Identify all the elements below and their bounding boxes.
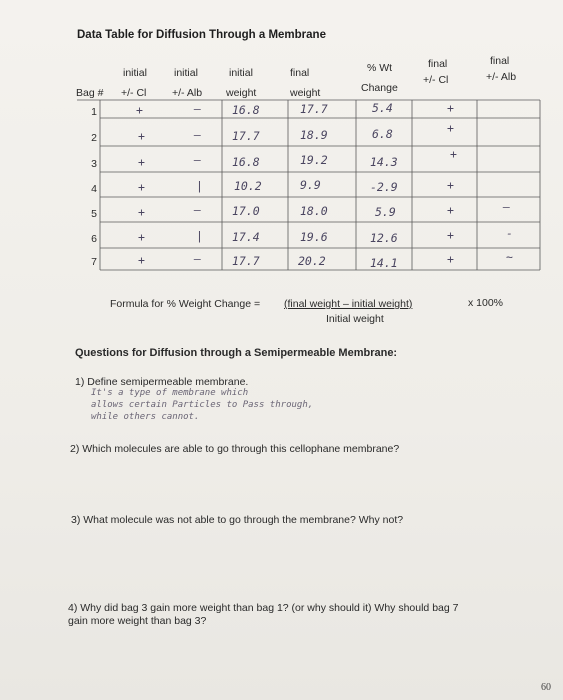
formula-denominator: Initial weight xyxy=(326,313,384,325)
header-bag: Bag # xyxy=(76,87,104,99)
header-final-weight-bottom: weight xyxy=(290,87,321,99)
table-row-6-final-weight: 19.6 xyxy=(300,230,328,244)
table-row-7-initial-alb: — xyxy=(194,252,201,266)
header-final-alb-top: final xyxy=(490,55,510,67)
table-row-7-final-alb: ~ xyxy=(506,250,513,264)
table-row-6-initial-weight: 17.4 xyxy=(232,230,260,244)
table-row-3-pct-change: 14.3 xyxy=(370,155,398,169)
table-row-5-initial-weight: 17.0 xyxy=(232,204,260,218)
question-3: 3) What molecule was not able to go through the membrane? Why not? xyxy=(71,514,404,526)
header-pct-bottom: Change xyxy=(361,82,398,94)
answer-1-line-3: while others cannot. xyxy=(91,412,200,422)
question-4-line-2: gain more weight than bag 3? xyxy=(68,615,207,627)
table-grid xyxy=(0,0,563,300)
table-row-6-pct-change: 12.6 xyxy=(370,231,398,245)
table-row-2-final-weight: 18.9 xyxy=(300,128,328,142)
table-row-5-final-weight: 18.0 xyxy=(300,204,328,218)
header-initial-cl-top: initial xyxy=(123,67,147,79)
table-title: Data Table for Diffusion Through a Membrane xyxy=(77,29,326,41)
table-row-3-initial-alb: — xyxy=(194,153,201,167)
table-row-5-initial-cl: + xyxy=(138,205,145,219)
table-row-3-final-cl: + xyxy=(450,147,457,161)
table-row-4-initial-weight: 10.2 xyxy=(234,179,262,193)
table-row-2-final-cl: + xyxy=(447,121,454,135)
header-initial-weight-bottom: weight xyxy=(226,87,257,99)
formula-multiplier: x 100% xyxy=(468,297,504,309)
table-row-5-pct-change: 5.9 xyxy=(375,205,396,219)
table-row-5-bag: 5 xyxy=(91,208,97,220)
table-row-1-initial-cl: + xyxy=(136,103,143,117)
header-initial-alb-top: initial xyxy=(174,67,198,79)
question-1: 1) Define semipermeable membrane. xyxy=(75,376,249,388)
formula-numerator: (final weight – initial weight) xyxy=(284,298,413,310)
header-final-cl-top: final xyxy=(428,58,448,70)
table-row-7-initial-weight: 17.7 xyxy=(232,254,260,268)
answer-1-line-1: It's a type of membrane which xyxy=(91,388,249,398)
questions-heading: Questions for Diffusion through a Semipermeable Membrane: xyxy=(75,347,398,359)
table-row-3-bag: 3 xyxy=(91,158,97,170)
table-row-1-final-cl: + xyxy=(447,101,454,115)
question-2: 2) Which molecules are able to go through this cellophane membrane? xyxy=(70,443,400,455)
table-row-1-final-weight: 17.7 xyxy=(300,102,328,116)
table-row-1-initial-weight: 16.8 xyxy=(232,103,260,117)
table-row-2-initial-cl: + xyxy=(138,129,145,143)
table-row-6-final-alb: - xyxy=(506,226,513,240)
table-row-3-final-weight: 19.2 xyxy=(300,153,328,167)
table-row-1-initial-alb: — xyxy=(194,102,201,116)
table-row-5-initial-alb: — xyxy=(194,203,201,217)
table-row-4-bag: 4 xyxy=(91,183,97,195)
answer-1-line-2: allows certain Particles to Pass through, xyxy=(91,400,314,410)
table-row-3-initial-weight: 16.8 xyxy=(232,155,260,169)
table-row-7-pct-change: 14.1 xyxy=(370,256,398,270)
table-row-4-final-weight: 9.9 xyxy=(300,178,321,192)
header-final-weight-top: final xyxy=(290,67,310,79)
question-4-line-1: 4) Why did bag 3 gain more weight than bag 1? (or why should it) Why should bag 7 xyxy=(68,602,459,614)
table-row-5-final-cl: + xyxy=(447,203,454,217)
table-row-2-bag: 2 xyxy=(91,132,97,144)
table-row-5-final-alb: — xyxy=(503,200,510,214)
table-row-4-final-cl: + xyxy=(447,178,454,192)
page-number: 60 xyxy=(541,682,551,693)
table-row-2-pct-change: 6.8 xyxy=(372,127,393,141)
header-final-cl-bottom: +/- Cl xyxy=(423,74,449,86)
table-row-6-initial-cl: + xyxy=(138,230,145,244)
table-row-4-pct-change: -2.9 xyxy=(370,180,398,194)
table-row-1-bag: 1 xyxy=(91,106,97,118)
table-row-7-final-weight: 20.2 xyxy=(298,254,326,268)
table-row-6-final-cl: + xyxy=(447,228,454,242)
header-pct-top: % Wt xyxy=(367,62,393,74)
table-row-6-bag: 6 xyxy=(91,233,97,245)
table-row-7-final-cl: + xyxy=(447,252,454,266)
table-row-6-initial-alb: | xyxy=(196,229,203,243)
formula-label: Formula for % Weight Change = xyxy=(110,298,261,310)
table-row-2-initial-alb: — xyxy=(194,128,201,142)
table-row-4-initial-cl: + xyxy=(138,180,145,194)
header-initial-alb-bottom: +/- Alb xyxy=(172,87,203,99)
table-row-4-initial-alb: | xyxy=(196,179,203,193)
header-initial-weight-top: initial xyxy=(229,67,253,79)
header-initial-cl-bottom: +/- Cl xyxy=(121,87,147,99)
table-row-3-initial-cl: + xyxy=(138,155,145,169)
table-row-2-initial-weight: 17.7 xyxy=(232,129,260,143)
table-row-1-pct-change: 5.4 xyxy=(372,101,393,115)
table-row-7-bag: 7 xyxy=(91,256,97,268)
table-row-7-initial-cl: + xyxy=(138,253,145,267)
header-final-alb-bottom: +/- Alb xyxy=(486,71,517,83)
